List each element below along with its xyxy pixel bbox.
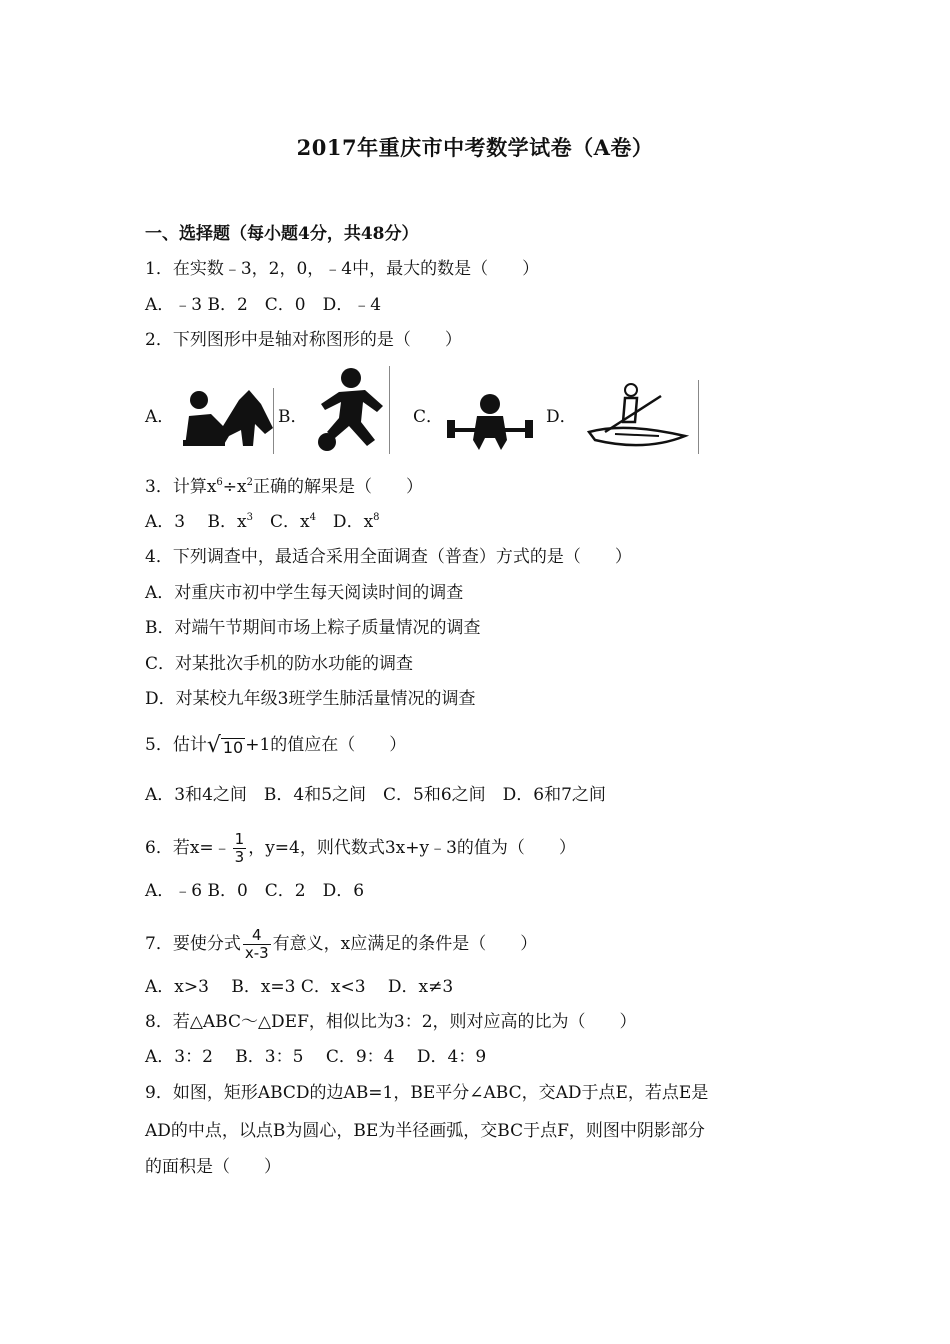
section-heading: 一、选择题（每小题4分，共48分）: [145, 224, 419, 244]
question-5-options: A．3和4之间 B．4和5之间 C．5和6之间 D．6和7之间: [145, 785, 606, 805]
figure-b-label: B．: [278, 407, 308, 427]
horse-riding-figure-icon: [177, 386, 275, 456]
square-root: √ 10: [206, 732, 244, 758]
question-9-line-1: 9．如图，矩形ABCD的边AB=1，BE平分∠ABC，交AD于点E，若点E是: [145, 1083, 709, 1103]
canoeing-figure-icon: [585, 382, 695, 454]
fraction: $\frac{1}{3}$: [234, 830, 245, 866]
question-8-options: A．3：2 B．3：5 C．9：4 D．4：9: [145, 1047, 487, 1067]
figure-divider: [273, 388, 274, 454]
question-4-stem: 4．下列调查中，最适合采用全面调查（普查）方式的是（ ）: [145, 547, 632, 567]
question-4-option-c: C．对某批次手机的防水功能的调查: [145, 654, 414, 674]
question-8-stem: 8．若△ABC～△DEF，相似比为3：2，则对应高的比为（ ）: [145, 1012, 637, 1032]
question-2-stem: 2．下列图形中是轴对称图形的是（ ）: [145, 330, 462, 350]
question-4-option-d: D．对某校九年级3班学生肺活量情况的调查: [145, 689, 476, 709]
question-9-line-2: AD的中点，以点B为圆心，BE为半径画弧，交BC于点F，则图中阴影部分: [145, 1121, 705, 1141]
figure-d-label: D．: [546, 407, 577, 427]
question-5-stem: 5．估计 √ 10 +1的值应在（ ）: [145, 732, 407, 758]
question-6-options: A．﹣6 B．0 C．2 D．6: [145, 881, 365, 901]
football-player-figure-icon: [305, 366, 389, 454]
question-4-option-a: A．对重庆市初中学生每天阅读时间的调查: [145, 583, 464, 603]
question-1-options: A．﹣3 B．2 C．0 D．﹣4: [145, 295, 382, 315]
question-6-stem: 6．若x=﹣ $\frac{1}{3}$ ，y=4，则代数式3x+y﹣3的值为（ ）: [145, 830, 576, 866]
figure-c-label: C．: [413, 407, 444, 427]
question-9-line-3: 的面积是（ ）: [145, 1157, 281, 1177]
question-1-stem: 1．在实数﹣3，2，0，﹣4中，最大的数是（ ）: [145, 259, 540, 279]
question-3-stem: 3．计算$x^6\div x^2$正确的解果是（ ）: [145, 477, 423, 497]
question-4-option-b: B．对端午节期间市场上粽子质量情况的调查: [145, 618, 481, 638]
page-title: 2017年重庆市中考数学试卷（A卷）: [296, 135, 654, 160]
figure-divider: [698, 380, 699, 454]
weightlifter-figure-icon: [445, 392, 535, 454]
question-7-options: A．x>3 B．x=3 C．x<3 D．x≠3: [145, 977, 454, 997]
figure-divider: [389, 366, 390, 454]
fraction: $\frac{4}{x-3}$: [244, 926, 269, 962]
figure-a-label: A．: [145, 407, 175, 427]
question-3-options: A．3 B．$x^3$ C．$x^4$ D．$x^8$: [145, 512, 380, 532]
question-7-stem: 7．要使分式 $\frac{4}{x-3}$ 有意义，x应满足的条件是（ ）: [145, 926, 538, 962]
question-2-figures: [145, 366, 705, 458]
